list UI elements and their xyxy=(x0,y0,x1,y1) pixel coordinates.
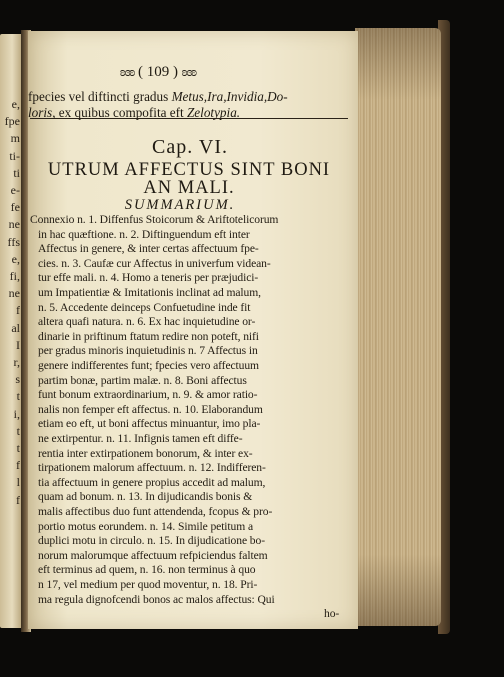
summary-line: nalis non femper eft affectus. n. 10. Elaborandum xyxy=(38,402,263,416)
ornament-left-icon: ʚɞʚ xyxy=(119,64,135,79)
summary-line: tur effe mali. n. 4. Homo a teneris per præjudici- xyxy=(38,271,259,285)
page-number: ( 109 ) xyxy=(138,64,178,80)
left-page-fragment: l xyxy=(16,475,20,490)
summary-line: cies. n. 3. Caufæ cur Affectus in univerfum videan- xyxy=(38,256,271,270)
left-page-fragment: ne xyxy=(8,217,20,232)
summary-line: Connexio n. 1. Diffenfus Stoicorum & Ariftotelicorum xyxy=(30,213,279,226)
summary-line: n 17, vel medium per quod moventur, n. 18. Pri- xyxy=(38,578,258,591)
left-page-fragment: t xyxy=(16,423,20,438)
left-page-fragment: t xyxy=(16,441,20,455)
summary-line: norum malorumque affectuum refpiciendus faltem xyxy=(38,548,268,562)
summary-line: portio motus eorundem. n. 14. Simile petitum a xyxy=(38,519,254,533)
left-page-fragment: e, xyxy=(11,97,20,111)
chapter-title-line-1: UTRUM AFFECTUS SINT BONI xyxy=(47,160,331,180)
left-page-edge xyxy=(0,34,22,628)
left-page-fragment: s xyxy=(15,372,20,387)
chapter-heading: Cap. VI. xyxy=(152,136,228,158)
section-rule xyxy=(30,118,348,119)
summary-line: altera quafi natura. n. 6. Ex hac inquietudine or- xyxy=(38,315,256,329)
summary-line: n. 5. Accedente deinceps Confuetudine inde fit xyxy=(38,300,251,314)
left-page-fragment: fe xyxy=(10,200,20,215)
left-page-fragment: i, xyxy=(13,406,20,421)
summary-line: um Impatientiæ & Imitationis inclinat ad malum, xyxy=(38,286,261,299)
summary-line: funt bonum extraordinarium, n. 9. & amor ratio- xyxy=(38,388,258,402)
summary-line: ma regula dignofcendi bonos ac malos affectus: Qui xyxy=(38,592,275,606)
left-page-fragment: I xyxy=(16,337,20,352)
summary-line: ho- xyxy=(324,607,340,621)
summary-line: Affectus in genere, & inter certas affectuum fpe- xyxy=(38,242,259,256)
summary-line: genere indifferentes funt; fpecies vero affectuum xyxy=(38,359,259,372)
summary-line: tirpationem malorum affectuum. n. 12. Indifferen- xyxy=(38,461,266,475)
left-page-fragment: t xyxy=(16,389,20,404)
left-page-fragment: r, xyxy=(13,355,20,369)
summary-line: in hac quæftione. n. 2. Diftinguendum eft inter xyxy=(38,227,250,241)
intro-line-1: fpecies vel diftincti gradus Metus,Ira,Invidia,Do- xyxy=(28,89,288,104)
left-page-fragment: ti- xyxy=(9,148,20,163)
summary-line: partim bonæ, partim malæ. n. 8. Boni affectus xyxy=(38,373,247,387)
left-page-fragment: e- xyxy=(10,183,20,197)
summary-line: quam ad bonum. n. 13. In dijudicandis bonis & xyxy=(38,490,253,504)
intro-line-2: loris, ex quibus compofita eft Zelotypia. xyxy=(28,105,241,120)
summary-line: ne extirpentur. n. 11. Infignis tamen eft diffe- xyxy=(38,432,243,445)
summary-line: eft terminus ad quem, n. 16. non terminus à quo xyxy=(38,563,256,577)
left-page-fragment: f xyxy=(16,458,20,473)
left-page-fragment: f xyxy=(16,492,20,507)
summary-line: tia affectuum in genere propius accedit ad malum, xyxy=(38,475,266,489)
left-page-fragment: e, xyxy=(11,251,20,266)
summary-line: etiam eo eft, ut boni affectus minuantur, imo pla- xyxy=(38,417,261,431)
page-header xyxy=(98,64,218,81)
summary-line: duplici motu in circulo. n. 15. In dijudicatione bo- xyxy=(38,534,265,548)
chapter-title-line-2: AN MALI. xyxy=(143,178,235,198)
left-page-fragment: fi, xyxy=(9,269,20,283)
summary-line: malis affectibus duo funt attendenda, fcopus & pro- xyxy=(38,505,273,518)
left-page-fragment: ne xyxy=(8,286,20,301)
page-edges xyxy=(355,28,441,626)
left-page-fragment: ti xyxy=(13,165,20,180)
ornament-right-icon: ʚɞʚ xyxy=(181,64,197,79)
left-page-fragment: fpe xyxy=(4,114,20,129)
summary-line: per gradus minoris inquietudinis n. 7 Affectus in xyxy=(38,344,258,358)
left-page-fragment: al xyxy=(11,320,20,335)
summary-line: dinarie in priftinum ftatum redire non poteft, nifi xyxy=(38,329,259,343)
left-page-fragment: m xyxy=(10,131,20,146)
summarium-heading: SUMMARIUM. xyxy=(124,197,236,213)
summary-line: rentia inter extirpationem bonorum, & inter ex- xyxy=(38,446,253,460)
left-page-fragment: ffs xyxy=(7,234,20,249)
left-page-fragment: f xyxy=(16,303,20,318)
